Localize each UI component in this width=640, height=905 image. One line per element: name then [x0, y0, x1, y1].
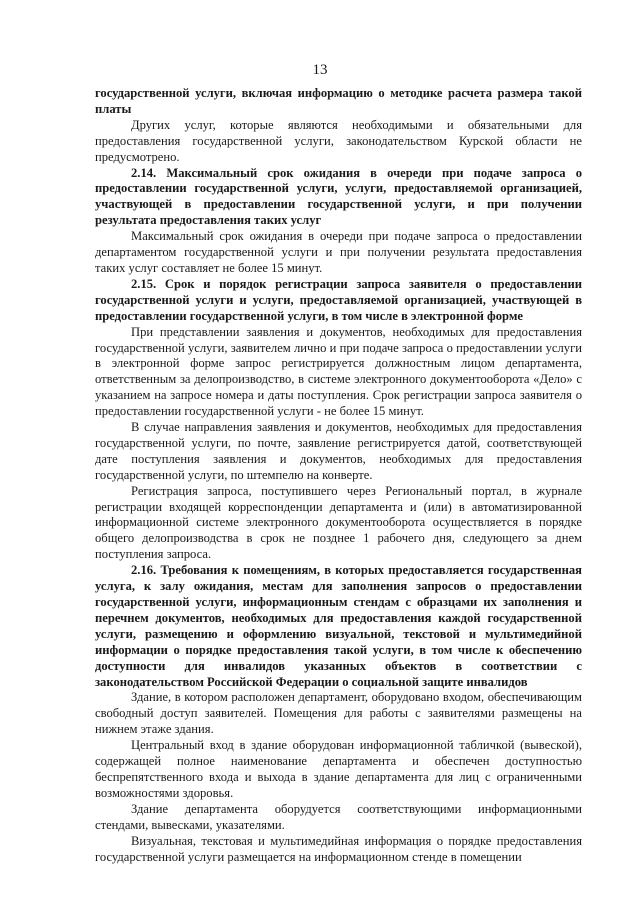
paragraph: Центральный вход в здание оборудован информационной табличкой (вывеской), содержащей полное наименование департамента и обеспечен доступностью беспрепятственного входа и выхода в здание департамента для лиц с ограниченными возможностями здоровья.: [95, 738, 582, 800]
paragraph: Максимальный срок ожидания в очереди при подаче запроса о предоставлении департаментом государственной услуги и при получении результата предоставления таких услуг составляет не более 15 минут.: [95, 229, 582, 275]
document-body: [95, 86, 582, 865]
paragraph: При представлении заявления и документов, необходимых для предоставления государственной услуги, заявителем лично и при подаче запроса о предоставлении услуги в электронной форме запрос регистрируется должностным лицом департамента, ответственным за делопроизводство, в системе электронного документооборота «Дело» с указанием на запросе номера и даты поступления. Срок регистрации запроса заявителя о предоставлении государственной услуги - не более 15 минут.: [95, 324, 582, 419]
paragraph: Регистрация запроса, поступившего через Региональный портал, в журнале регистрации входящей корреспонденции департамента и (или) в автоматизированной информационной системе электронного документооборота осуществляется в порядке общего делопроизводства в срок не позднее 1 рабочего дня, следующего за днем поступления запроса.: [95, 483, 582, 562]
paragraph: В случае направления заявления и документов, необходимых для предоставления государственной услуги, по почте, заявление регистрируется датой, соответствующей дате поступления заявления и документов, необходимых для предоставления государственной услуги, по штемпелю на конверте.: [95, 420, 582, 482]
paragraph: Здание департамента оборудуется соответствующими информационными стендами, вывесками, указателями.: [95, 801, 582, 832]
paragraph: Визуальная, текстовая и мультимедийная информация о порядке предоставления государственной услуги размещается на информационном стенде в помещении: [95, 833, 582, 864]
page-number: 13: [312, 62, 328, 78]
section-heading-2-15: 2.15. Срок и порядок регистрации запроса заявителя о предоставлении государственной услуги и услуги, предоставляемой организацией, участвующей в предоставлении государственной услуги, в том числе в электронной форме: [95, 276, 582, 323]
section-heading-2-16: 2.16. Требования к помещениям, в которых предоставляется государственная услуга, к залу ожидания, местам для заполнения запросов о предоставлении государственной услуги, информационным стендам с образцами их заполнения и перечнем документов, необходимых для предоставления каждой государственной услуги, размещению и оформлению визуальной, текстовой и мультимедийной информации о порядке предоставления такой услуги, в том числе к обеспечению доступности для инвалидов указанных объектов в соответствии с законодательством Российской Федерации о социальной защите инвалидов: [95, 563, 582, 689]
paragraph: Здание, в котором расположен департамент, оборудовано входом, обеспечивающим свободный доступ заявителей. Помещения для работы с заявителями размещены на нижнем этаже здания.: [95, 690, 582, 737]
section-heading-2-14: 2.14. Максимальный срок ожидания в очереди при подаче запроса о предоставлении государственной услуги, услуги, предоставляемой организацией, участвующей в предоставлении государственной услуги, и при получении результата предоставления таких услуг: [95, 165, 582, 228]
paragraph: Других услуг, которые являются необходимыми и обязательными для предоставления государственной услуги, законодательством Курской области не предусмотрено.: [95, 117, 582, 164]
paragraph-heading-continued: государственной услуги, включая информацию о методике расчета размера такой платы: [95, 86, 582, 116]
